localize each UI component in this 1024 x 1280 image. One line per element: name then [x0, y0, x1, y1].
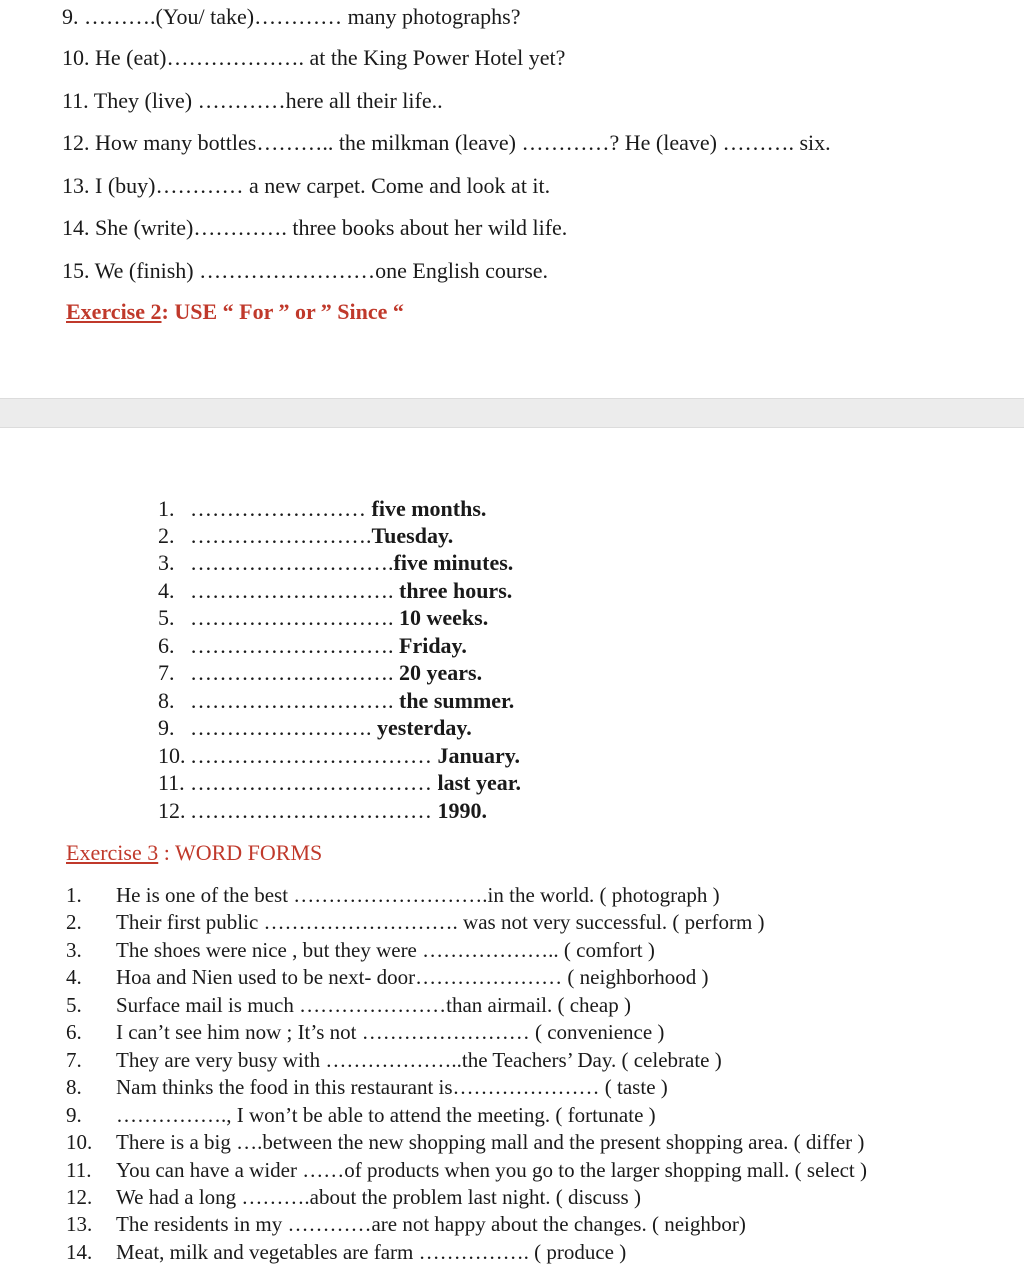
item-number: 8.: [158, 688, 175, 713]
item-text: ……………., I won’t be able to attend the meeting. ( fortunate ): [116, 1103, 656, 1127]
item-text: last year.: [432, 770, 522, 795]
answer-blank: ……………………….: [190, 633, 394, 658]
exercise2-item: [158, 523, 453, 549]
exercise2-heading-instruction: : USE “ For ” or ” Since “: [161, 299, 404, 324]
item-number: 2.: [158, 523, 175, 548]
item-text: Nam thinks the food in this restaurant is………………… ( taste ): [116, 1075, 668, 1099]
exercise1-line: 9. ……….(You/ take)………… many photographs?: [62, 4, 521, 29]
item-number: 4.: [66, 965, 82, 989]
item-number: 3.: [66, 938, 82, 962]
exercise2-item: [158, 660, 482, 686]
exercise3-item: [66, 1185, 641, 1210]
item-text: yesterday.: [371, 715, 472, 740]
exercise1-line: 14. She (write)…………. three books about her wild life.: [62, 215, 568, 240]
item-number: 3.: [158, 550, 175, 575]
exercise3-heading-label: Exercise 3: [66, 840, 159, 865]
item-text: Tuesday.: [371, 523, 454, 548]
item-number: 4.: [158, 578, 175, 603]
answer-blank: ……………………….: [190, 660, 394, 685]
item-text: I can’t see him now ; It’s not …………………… ( convenience ): [116, 1020, 665, 1044]
item-number: 9.: [66, 1103, 82, 1127]
item-text: They are very busy with ………………..the Teachers’ Day. ( celebrate ): [116, 1048, 722, 1072]
exercise2-item: [158, 550, 513, 576]
exercise2-item: [158, 770, 521, 796]
exercise3-item: [66, 938, 655, 963]
item-text: Friday.: [393, 633, 467, 658]
answer-blank: ……………………….: [190, 688, 394, 713]
item-number: 11.: [158, 770, 185, 795]
exercise2-item: [158, 688, 514, 714]
answer-blank: ……………………….: [190, 605, 394, 630]
item-number: 1.: [66, 883, 82, 907]
item-text: Their first public ………………………. was not very successful. ( perform ): [116, 910, 765, 934]
item-text: He is one of the best ……………………….in the world. ( photograph ): [116, 883, 720, 907]
exercise1-line: 10. He (eat)………………. at the King Power Hotel yet?: [62, 45, 566, 70]
item-text: five months.: [366, 496, 487, 521]
exercise3-item: [66, 1130, 864, 1155]
exercise3-item: [66, 883, 720, 908]
item-text: The residents in my …………are not happy about the changes. ( neighbor): [116, 1212, 746, 1236]
item-text: Hoa and Nien used to be next- door………………… ( neighborhood ): [116, 965, 709, 989]
exercise3-heading: [66, 840, 322, 866]
item-text: Surface mail is much …………………than airmail. ( cheap ): [116, 993, 631, 1017]
item-number: 8.: [66, 1075, 82, 1099]
exercise2-item: [158, 496, 486, 522]
exercise2-item: [158, 605, 488, 631]
item-number: 7.: [66, 1048, 82, 1072]
item-number: 10.: [158, 743, 186, 768]
item-text: You can have a wider ……of products when you go to the larger shopping mall. ( select ): [116, 1158, 867, 1182]
exercise1-line: 13. I (buy)………… a new carpet. Come and look at it.: [62, 173, 551, 198]
exercise2-heading: [66, 299, 404, 325]
exercise2-item: [158, 633, 467, 659]
item-number: 2.: [66, 910, 82, 934]
item-number: 5.: [66, 993, 82, 1017]
item-number: 6.: [158, 633, 175, 658]
item-number: 12.: [66, 1185, 93, 1209]
item-number: 11.: [66, 1158, 92, 1182]
item-text: The shoes were nice , but they were ……………….. ( comfort ): [116, 938, 655, 962]
exercise3-item: [66, 1158, 867, 1183]
exercise1-line: 11. They (live) …………here all their life..: [62, 88, 443, 113]
answer-blank: ……………………………: [190, 743, 432, 768]
exercise3-item: [66, 1075, 668, 1100]
answer-blank: ……………………….: [190, 578, 394, 603]
item-text: three hours.: [393, 578, 513, 603]
exercise2-item: [158, 798, 487, 824]
exercise3-item: [66, 1103, 656, 1128]
exercise2-item: [158, 715, 472, 741]
answer-blank: ……………………….: [190, 550, 394, 575]
answer-blank: …………………….: [190, 523, 372, 548]
exercise3-item: [66, 965, 709, 990]
page-separator: [0, 398, 1024, 428]
answer-blank: ……………………: [190, 496, 366, 521]
item-number: 1.: [158, 496, 175, 521]
exercise2-item: [158, 578, 512, 604]
item-text: January.: [432, 743, 521, 768]
item-number: 14.: [66, 1240, 93, 1264]
item-text: 1990.: [432, 798, 487, 823]
item-text: 10 weeks.: [393, 605, 489, 630]
exercise3-item: [66, 1212, 746, 1237]
exercise3-item: [66, 1240, 626, 1265]
answer-blank: ……………………………: [190, 798, 432, 823]
item-number: 12.: [158, 798, 186, 823]
exercise3-item: [66, 993, 631, 1018]
item-number: 10.: [66, 1130, 93, 1154]
exercise2-heading-label: Exercise 2: [66, 299, 162, 324]
exercise2-item: [158, 743, 520, 769]
item-number: 9.: [158, 715, 175, 740]
exercise1-line: 15. We (finish) ……………………one English course.: [62, 258, 549, 283]
item-number: 5.: [158, 605, 175, 630]
exercise3-heading-instruction: : WORD FORMS: [158, 840, 323, 865]
item-text: Meat, milk and vegetables are farm ……………. ( produce ): [116, 1240, 627, 1264]
document-page-1: [0, 0, 1024, 398]
exercise3-item: [66, 1020, 664, 1045]
answer-blank: …………………….: [190, 715, 372, 740]
exercise1-line: 12. How many bottles……….. the milkman (leave) …………? He (leave) ………. six.: [62, 130, 831, 155]
item-number: 13.: [66, 1212, 93, 1236]
item-text: We had a long ……….about the problem last night. ( discuss ): [116, 1185, 641, 1209]
item-text: There is a big ….between the new shopping mall and the present shopping area. ( differ ): [116, 1130, 865, 1154]
item-number: 6.: [66, 1020, 82, 1044]
exercise3-item: [66, 910, 765, 935]
item-number: 7.: [158, 660, 175, 685]
answer-blank: ……………………………: [190, 770, 432, 795]
item-text: the summer.: [393, 688, 515, 713]
exercise3-item: [66, 1048, 722, 1073]
document-page-2: [0, 428, 1024, 1280]
item-text: five minutes.: [393, 550, 514, 575]
item-text: 20 years.: [393, 660, 483, 685]
